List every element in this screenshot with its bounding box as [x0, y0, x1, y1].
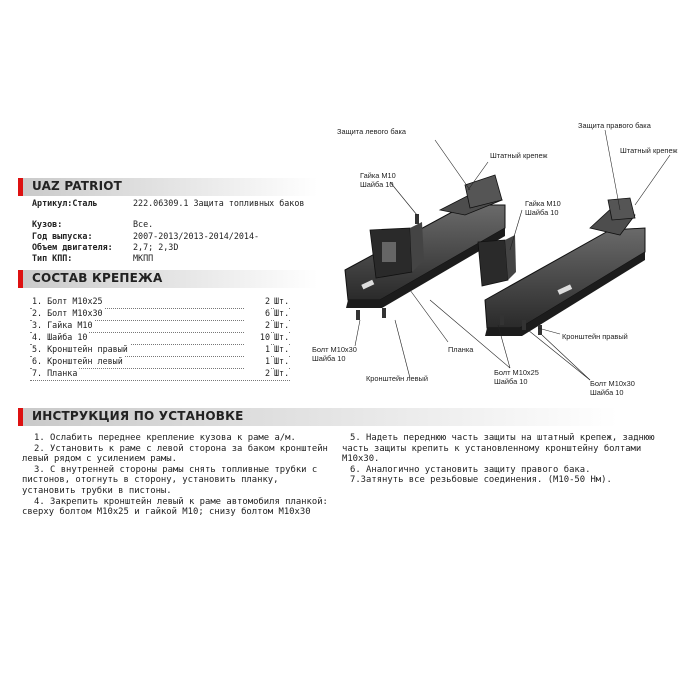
spec-label: Тип КПП:: [32, 253, 73, 263]
part-name: 7. Планка: [32, 368, 78, 378]
instruction-step: 2. Установить к раме с левой сторона за баком кронштейн левый рядом с усилением рамы.: [22, 443, 328, 465]
part-name: 3. Гайка М10: [32, 320, 93, 330]
spec-label: Кузов:: [32, 219, 63, 229]
callout-std-mount: Штатный крепеж: [490, 151, 548, 160]
spec-label: Год выпуска:: [32, 231, 93, 241]
callout-bracket-left: Кронштейн левый: [366, 374, 429, 383]
part-qty: 2: [244, 320, 270, 332]
callout-bolt30: Болт М10х30 Шайба 10: [590, 379, 635, 397]
part-name: 1. Болт М10х25: [32, 296, 103, 306]
part-qty: 1: [244, 344, 270, 356]
spec-value: 2,7; 2,3D: [133, 242, 179, 252]
callout-left-tank: Защита левого бака: [337, 127, 407, 136]
spec-row: [0, 242, 330, 252]
callout-right-tank: Защита правого бака: [578, 121, 651, 130]
instructions-title: ИНСТРУКЦИЯ ПО УСТАНОВКЕ: [32, 409, 244, 423]
part-unit: Шт.: [274, 332, 290, 342]
callout-nut-washer: Гайка М10 Шайба 10: [525, 199, 561, 217]
callout-std-mount: Штатный крепеж: [620, 146, 678, 155]
instruction-step: 1. Ослабить переднее крепление кузова к раме а/м.: [34, 433, 296, 443]
parts-header: [18, 270, 318, 288]
part-name: 2. Болт М10х30: [32, 308, 103, 318]
instructions-left: [22, 433, 337, 518]
model-header: [18, 178, 318, 196]
spec-row: [0, 198, 330, 208]
part-unit: Шт.: [274, 308, 290, 318]
part-name: 6. Кронштейн левый: [32, 356, 123, 366]
right-bracket: [478, 235, 516, 286]
parts-title: СОСТАВ КРЕПЕЖА: [32, 271, 163, 285]
spec-value: МКПП: [133, 253, 154, 263]
callout-bolt30: Болт М10х30 Шайба 10: [312, 345, 357, 363]
part-qty: 2: [244, 368, 270, 380]
part-qty: 2: [244, 296, 270, 308]
part-unit: Шт.: [274, 344, 290, 354]
callout-bracket-right: Кронштейн правый: [562, 332, 628, 341]
spec-value: 2007-2013/2013-2014/2014-: [133, 231, 260, 241]
part-name: 5. Кронштейн правый: [32, 344, 128, 354]
spec-value: 222.06309.1 Защита топливных баков: [133, 198, 305, 208]
instruction-step: 3. С внутренней стороны рамы снять топливные трубки с пистонов, отогнуть в сторону, установить планку, установить трубки в пистоны.: [22, 464, 318, 496]
part-name: 4. Шайба 10: [32, 332, 88, 342]
model-title: UAZ PATRIOT: [32, 179, 123, 193]
instruction-step: 5. Надеть переднюю часть защиты на штатный крепеж, заднюю часть защиты крепить к установленному кронштейну болтами М10х30.: [342, 433, 655, 465]
instruction-step: 4. Закрепить кронштейн левый к раме автомобиля планкой: сверху болтом М10х25 и гайкой М10; снизу болтом М10х30: [22, 496, 328, 518]
callout-bolt25: Болт М10х25 Шайба 10: [494, 368, 539, 386]
part-unit: Шт.: [274, 368, 290, 378]
spec-label: Артикул:Сталь: [32, 198, 98, 208]
instruction-step: 7.Затянуть все резьбовые соединения. (М10-50 Нм).: [350, 475, 612, 486]
list-item: [30, 368, 290, 381]
part-qty: 6: [244, 308, 270, 320]
spec-row: [0, 219, 330, 229]
accent-bar: [18, 270, 23, 288]
instructions-header: [18, 408, 618, 426]
part-unit: Шт.: [274, 320, 290, 330]
accent-bar: [18, 178, 23, 196]
instruction-step: 6. Аналогично установить защиту правого бака.: [350, 464, 591, 475]
part-qty: 1: [244, 356, 270, 368]
spec-row: [0, 231, 330, 241]
part-unit: Шт.: [274, 356, 290, 366]
part-qty: 10: [244, 332, 270, 344]
spec-label: Объем двигателя:: [32, 242, 113, 252]
callout-plate: Планка: [448, 345, 474, 354]
spec-value: Все.: [133, 219, 154, 229]
instructions-right: [342, 433, 677, 486]
part-unit: Шт.: [274, 296, 290, 306]
accent-bar: [18, 408, 23, 426]
callout-nut-washer: Гайка М10 Шайба 10: [360, 171, 396, 189]
spec-row: [0, 253, 330, 263]
